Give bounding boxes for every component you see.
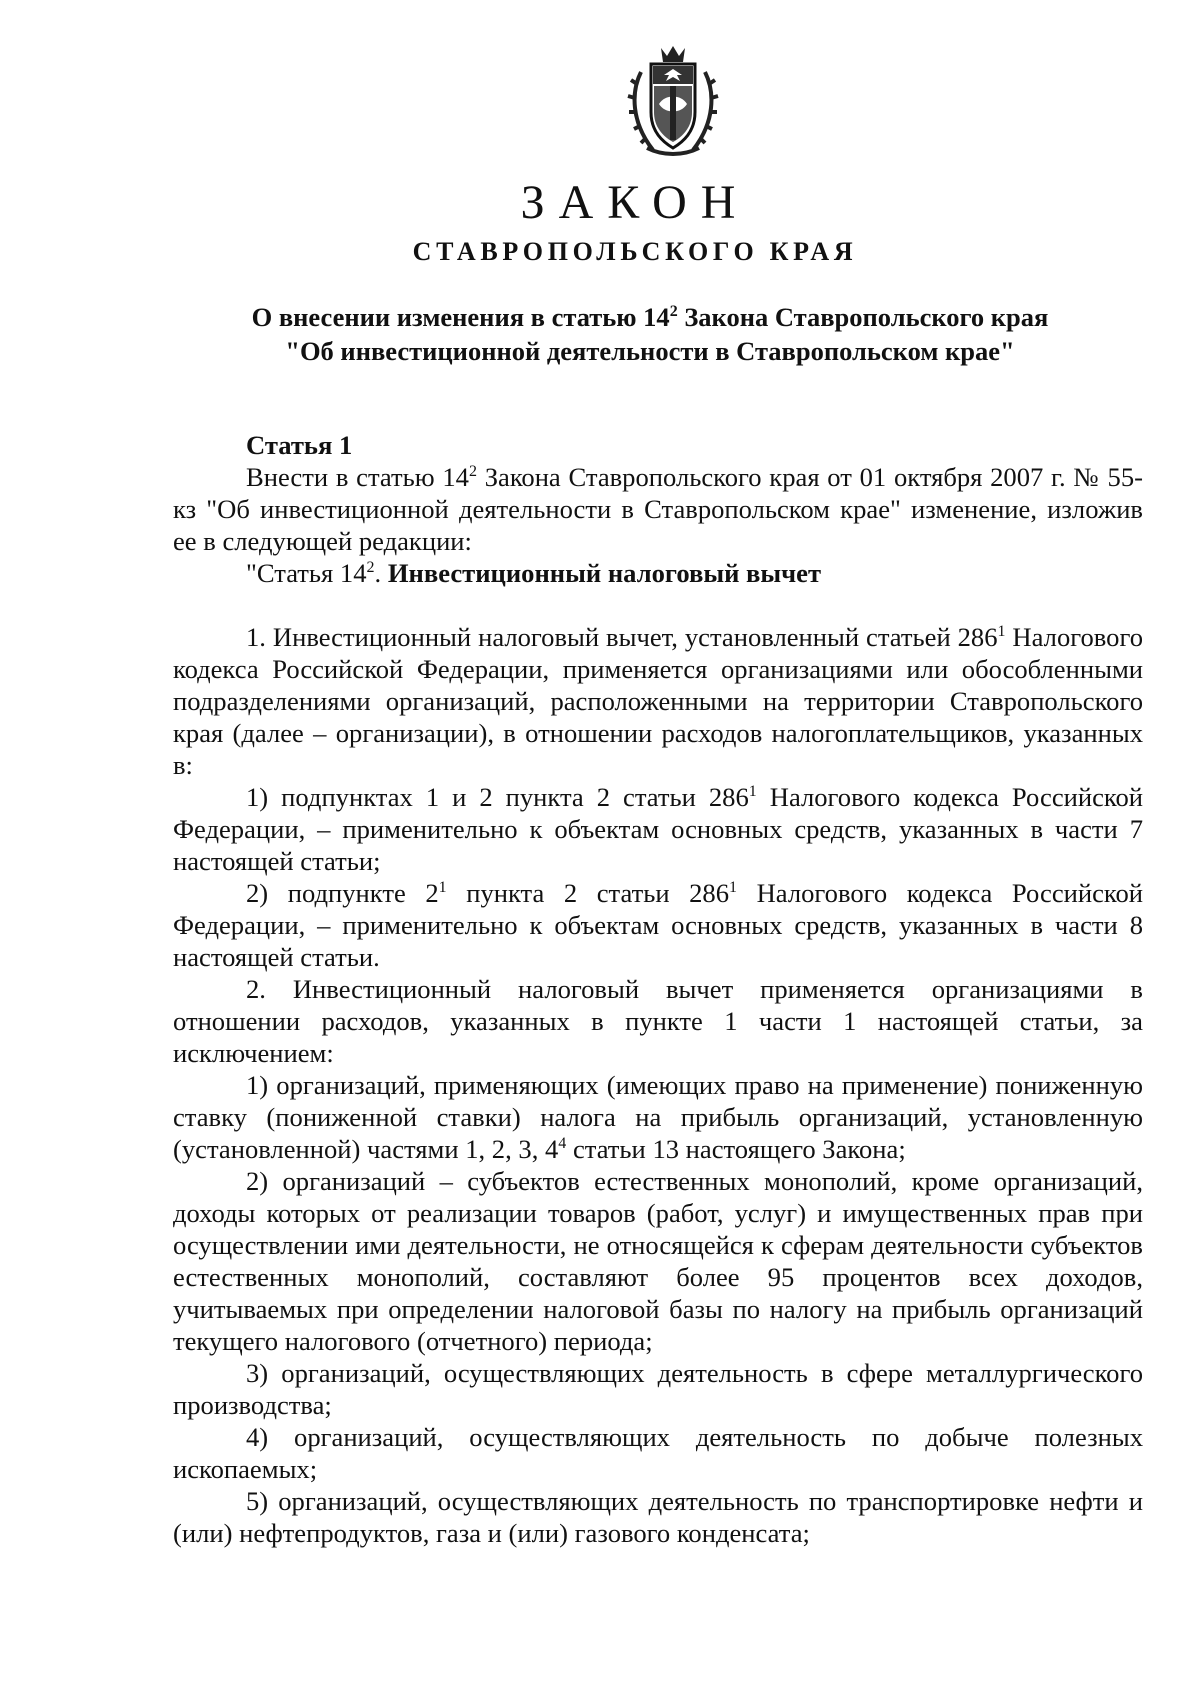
paragraph-2: 2. Инвестиционный налоговый вычет применяется организациями в отношении расходов, указанных в пункте 1 части 1 настоящей статьи, за исключением: xyxy=(173,974,1143,1068)
paragraph-2-item-3: 3) организаций, осуществляющих деятельность в сфере металлургического производства; xyxy=(173,1358,1143,1420)
new-article-title: "Статья $14^2$. Инвестиционный налоговый вычет xyxy=(246,558,822,588)
document-subtitle: СТАВРОПОЛЬСКОГО КРАЯ xyxy=(412,237,858,266)
document-title: ЗАКОН xyxy=(520,176,750,229)
paragraph-1: 1. Инвестиционный налоговый вычет, установленный статьей $286^1$ Налогового кодекса Российской Федерации, применяется организациями или обособленными подразделениями организаций, расположенными на территории Ставропольского края (далее – организации), в отношении расходов налогоплательщиков, указанных в: xyxy=(173,622,1143,780)
paragraph-1-item-1: 1) подпунктах 1 и 2 пункта 2 статьи $286^1$ Налогового кодекса Российской Федерации, – применительно к объектам основных средств, указанных в части 7 настоящей статьи; xyxy=(173,782,1143,876)
paragraph-2-item-1: 1) организаций, применяющих (имеющих право на применение) пониженную ставку (пониженной ставки) налога на прибыль организаций, установленную (установленной) частями 1, 2, 3, $4^4$ статьи 13 настоящего Закона; xyxy=(173,1070,1143,1164)
paragraph-1-item-2: 2) подпункте $2^1$ пункта 2 статьи $286^1$ Налогового кодекса Российской Федерации, – применительно к объектам основных средств, указанных в части 8 настоящей статьи. xyxy=(173,878,1143,972)
law-subject-line-2: "Об инвестиционной деятельности в Ставропольском крае" xyxy=(285,336,1015,366)
law-body xyxy=(173,429,1143,1549)
coat-of-arms-icon xyxy=(623,42,723,160)
law-subject-line-1: О внесении изменения в статью $14^2$ Закона Ставропольского края xyxy=(251,302,1049,332)
paragraph-2-item-4: 4) организаций, осуществляющих деятельность по добыче полезных ископаемых; xyxy=(173,1422,1143,1484)
law-subject xyxy=(150,300,1150,368)
paragraph-2-item-2: 2) организаций – субъектов естественных монополий, кроме организаций, доходы которых от реализации товаров (работ, услуг) и имущественных прав при осуществлении ими деятельности, не относящейся к сферам деятельности субъектов естественных монополий, составляют более 95 процентов всех доходов, учитываемых при определении налоговой базы по налогу на прибыль организаций текущего налогового (отчетного) периода; xyxy=(173,1166,1143,1356)
paragraph-2-item-5: 5) организаций, осуществляющих деятельность по транспортировке нефти и (или) нефтепродуктов, газа и (или) газового конденсата; xyxy=(173,1486,1143,1548)
article-heading: Статья 1 xyxy=(246,430,353,460)
article-intro: Внести в статью $14^2$ Закона Ставропольского края от 01 октября 2007 г. № 55-кз "Об инвестиционной деятельности в Ставропольском крае" изменение, изложив ее в следующей редакции: xyxy=(173,462,1144,556)
